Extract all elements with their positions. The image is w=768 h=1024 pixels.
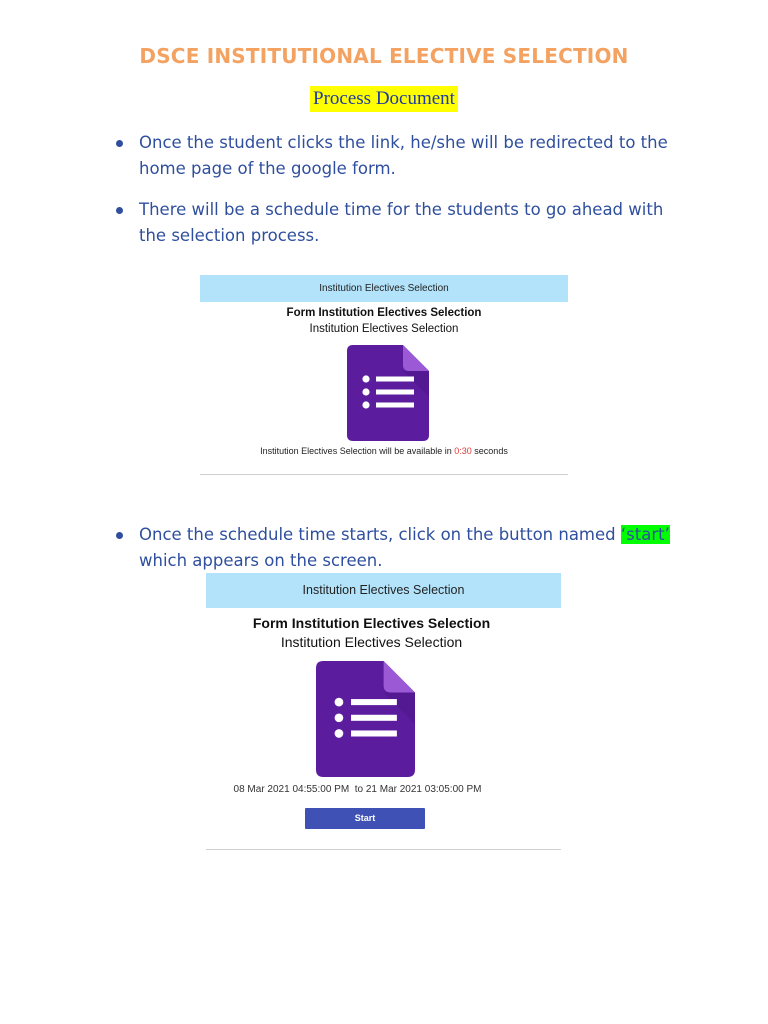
bullet-item-1	[116, 130, 686, 182]
availability-message	[200, 446, 568, 456]
google-forms-icon	[316, 661, 415, 777]
form-divider	[200, 474, 568, 475]
form-subtitle: Institution Electives Selection	[280, 634, 463, 650]
countdown-timer: 0:30	[454, 446, 472, 456]
bullet-item-2	[116, 197, 686, 249]
start-highlight: ‘start’	[620, 525, 670, 544]
bullet-text: Once the student clicks the link, he/she will be redirected to the home page of the google form.	[139, 133, 668, 178]
availability-prefix: Institution Electives Selection will be available in	[260, 446, 455, 456]
document-subtitle: Process Document	[310, 86, 458, 112]
schedule-date-range: 08 Mar 2021 04:55:00 PM to 21 Mar 2021 03:05:00 PM	[233, 784, 482, 795]
form-header-bar: Institution Electives Selection	[206, 573, 561, 608]
form-divider	[206, 849, 561, 850]
form-screenshot-start	[206, 573, 561, 851]
form-title: Form Institution Electives Selection	[286, 307, 482, 319]
availability-suffix: seconds	[471, 446, 508, 456]
form-header-bar: Institution Electives Selection	[200, 275, 568, 302]
bullet-text	[139, 522, 686, 574]
bullet-text: There will be a schedule time for the students to go ahead with the selection process.	[139, 200, 664, 245]
document-title: DSCE INSTITUTIONAL ELECTIVE SELECTION	[139, 44, 629, 68]
bullet-dot	[116, 532, 123, 539]
form-subtitle: Institution Electives Selection	[309, 323, 459, 335]
form-title: Form Institution Electives Selection	[252, 615, 491, 631]
bullet-item-3	[116, 522, 686, 574]
form-screenshot-countdown	[200, 275, 568, 475]
bullet-dot	[116, 140, 123, 147]
document-subtitle-wrap	[0, 86, 768, 112]
start-button[interactable]: Start	[305, 808, 425, 829]
bullet-text-after: which appears on the screen.	[139, 551, 383, 570]
bullet-dot	[116, 207, 123, 214]
google-forms-icon	[347, 345, 429, 441]
bullet-text-before: Once the schedule time starts, click on the button named	[139, 525, 621, 544]
